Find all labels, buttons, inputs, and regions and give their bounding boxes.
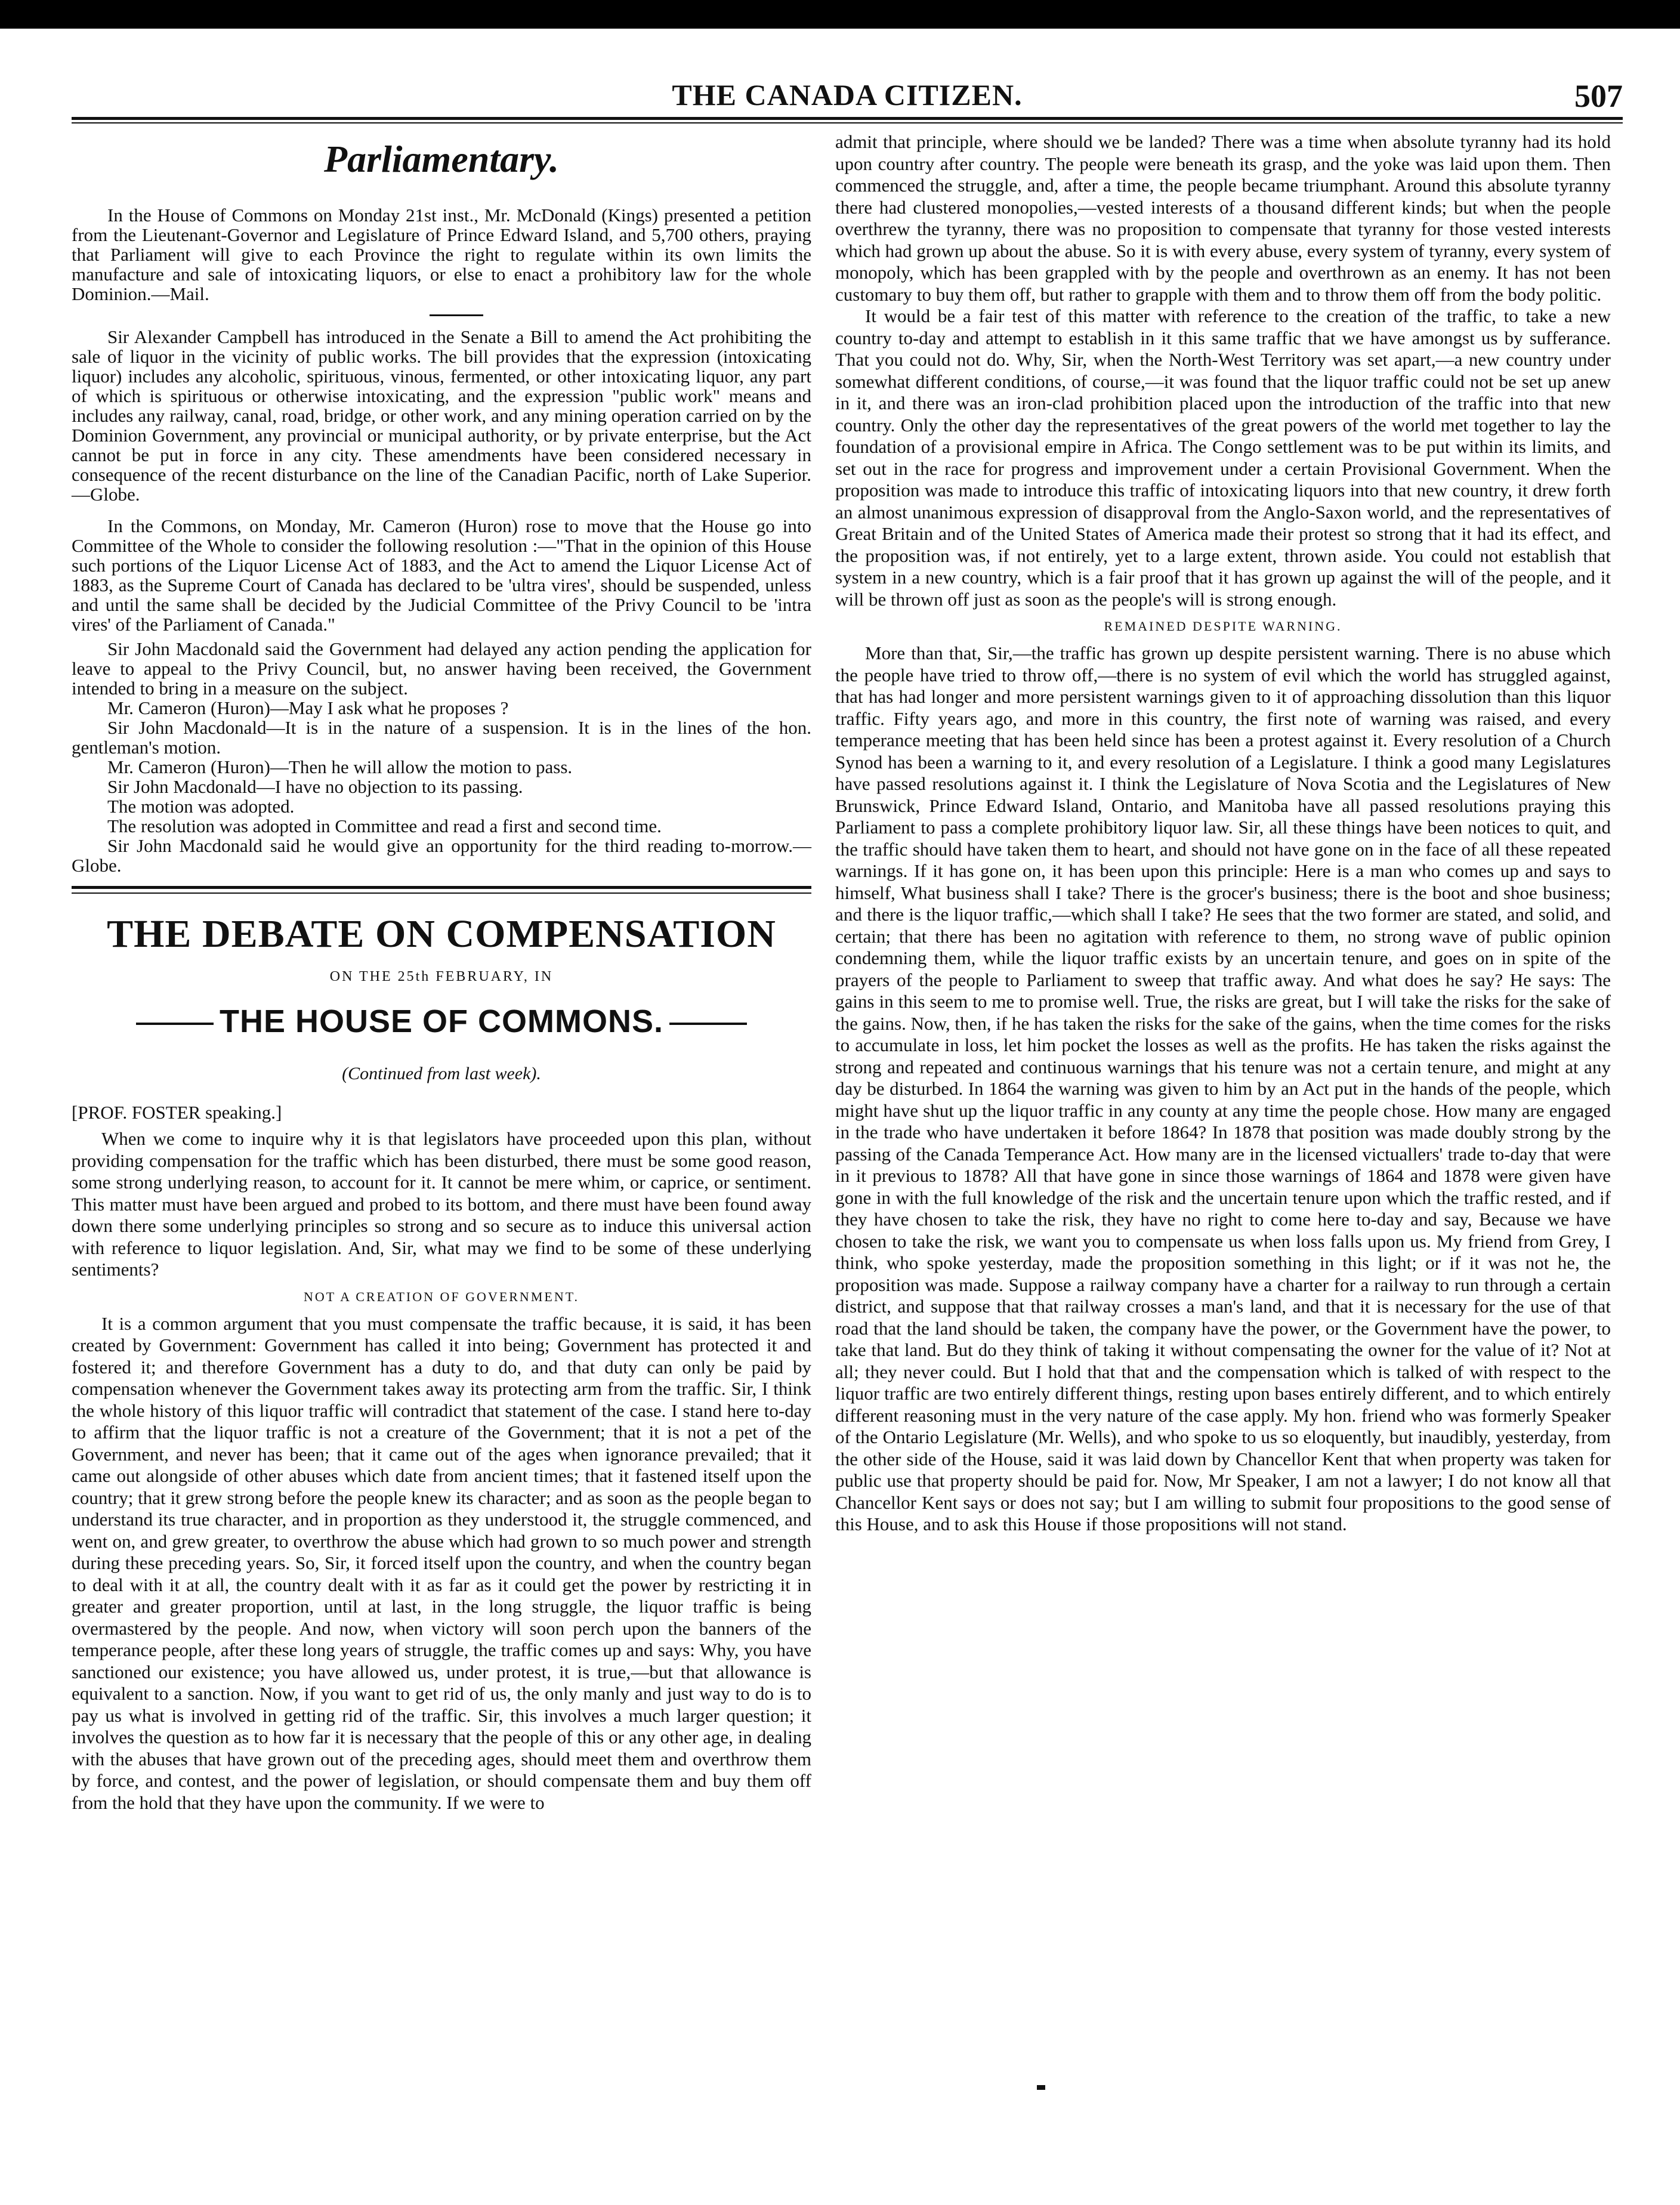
article-paragraph: It would be a fair test of this matter with reference to the creation of the traffic, to take a new country to-day and attempt to establish in it this same traffic that we have amongst us by sufferance. That you could not do. Why, Sir, when the North-West Territory was set apart,—a new country under somewhat different conditions, of course,—it was found that the liquor traffic could not be set up anew in it, and there was an iron-clad prohibition placed upon the introduction of the traffic into that new country. Only the other day the representatives of the great powers of the world met together to lay the foundation of a provisional empire in Africa. The Congo settlement was to be put within its limits, and set out in the race for progress and improvement under a certain Provisional Government. When the proposition was made to introduce this traffic of intoxicating liquors into that new country, it drew forth an almost unanimous expression of disapproval from the Anglo-Saxon world, and the representatives of Great Britain and of the United States of America made their protest so strong that it had its effect, and the proposition was, if not entirely, yet to a large extent, thrown aside. You could not establish that system in a new country, which is a fair proof that it has grown up against the will of the people, and it will be thrown off just as soon as the people's will is strong enough. (835, 305, 1611, 610)
header-rule-top (72, 117, 1623, 120)
news-item-line: Sir John Macdonald said the Government had delayed any action pending the application for leave to appeal to the Privy Council, but, no answer having been received, the Government intended to bring in a measure on the subject. (72, 638, 811, 699)
news-item-line: The resolution was adopted in Committee and read a first and second time. (107, 816, 662, 836)
article-paragraph: It is a common argument that you must compensate the traffic because, it is said, it has been created by Government: Government has called it into being; Government has protected it and fostered it; and therefore Government has a duty to do, and that duty can only be paid by compensation whenever the Government takes away its protecting arm from the traffic. Sir, I think the whole history of this liquor traffic will contradict that statement of the case. I stand here to-day to affirm that the liquor traffic is not a creature of the Government; that it is not a pet of the Government, and never has been; that it came out of the ages when ignorance prevailed; that it came out alongside of other abuses which date from ancient times; that it fastened itself upon the country; that it grew strong before the people knew its character; and as soon as the people began to understand its true character, and in proportion as they understood it, the struggle commenced, and went on, and grew greater, to overthrow the abuse which had grown to so much power and strength during these preceding years. So, Sir, it forced itself upon the country, and when the country began to deal with it at all, the country dealt with it as far as it could get the power by restricting it in greater and greater proportion, until at last, in the long struggle, the liquor traffic is being overmastered by the people. And now, when victory will soon perch upon the banners of the temperance people, after these long years of struggle, the traffic comes up and says: Why, you have sanctioned our existence; you have allowed us, under protest, it is true,—but that allowance is equivalent to a sanction. Now, if you want to get rid of us, the only manly and just way to do is to pay us what is involved in getting rid of the traffic. Sir, this involves a much larger question; it involves the question as to how far it is necessary that the people of this or any other age, in dealing with the abuses that have grown out of the preceding ages, should meet them and overthrow them by force, and contest, and the power of legislation, or should compensate them and buy them off from the hold that they have upon the community. If we were to (72, 1312, 811, 1813)
news-item-senate-bill: Sir Alexander Campbell has introduced in the Senate a Bill to amend the Act prohibiting the sale of liquor in the vicinity of public works. The bill provides that the expression (intoxicating liquor) includes any alcoholic, spirituous, vinous, fermented, or other intoxicating liquor, any part of which is spirituous or otherwise intoxicating, and the expression "public work" means and includes any railway, canal, road, bridge, or other work, and any mining operation carried on by the Dominion Government, any provincial or municipal authority, or by private enterprise, but the Act cannot be put in force in any city. These amendments have been considered necessary in consequence of the recent disturbance on the line of the Canadian Pacific, north of Lake Superior.—Globe. (72, 326, 811, 505)
house-title-text: THE HOUSE OF COMMONS. (219, 1003, 663, 1039)
continued-note: (Continued from last week). (342, 1064, 541, 1083)
news-item-resolution: In the Commons, on Monday, Mr. Cameron (Huron) rose to move that the House go into Committee of the Whole to consider the following resolution :—"That in the opinion of this House such portions of the Liquor License Act of 1883, and the Act to amend the Liquor License Act of 1883, as the Supreme Court of Canada has declared to be 'ultra vires', should be suspended, unless and until the same shall be decided by the Judicial Committee of the Privy Council to be 'intra vires' of the Parliament of Canada." (72, 515, 811, 635)
top-border (0, 0, 1680, 29)
separator (430, 314, 483, 316)
debate-title: THE DEBATE ON COMPENSATION (107, 912, 776, 956)
ornament-dash (669, 1023, 747, 1025)
news-item-line: Sir John Macdonald said he would give an opportunity for the third reading to-morrow.—Globe. (72, 835, 811, 876)
page-number: 507 (1574, 78, 1623, 114)
page-header (72, 78, 1623, 113)
house-title (72, 1003, 811, 1040)
article-subhead: REMAINED DESPITE WARNING. (1104, 619, 1342, 634)
news-item-line: Sir John Macdonald—It is in the nature of a suspension. It is in the lines of the hon. gentleman's motion. (72, 717, 811, 758)
article-paragraph: When we come to inquire why it is that legislators have proceeded upon this plan, without providing compensation for the traffic which has been disturbed, there must be some good reason, some strong underlying reason, to account for it. It cannot be mere whim, or caprice, or sentiment. This matter must have been argued and probed to its bottom, and there must have been found away down there some underlying principles so strong and so secure as to induce this universal action with reference to liquor legislation. And, Sir, what may we find to be some of these underlying sentiments? (72, 1128, 811, 1280)
news-item-line: Sir John Macdonald—I have no objection to its passing. (107, 776, 523, 797)
printer-mark (1037, 2085, 1045, 2090)
article-paragraph: admit that principle, where should we be landed? There was a time when absolute tyranny had its hold upon country after country. The people were beneath its grasp, and the yoke was laid upon them. Then commenced the struggle, and, after a time, the people became triumphant. Around this absolute tyranny there had clustered monopolies,—vested interests of a thousand different kinds; but when the people overthrew the tyranny, there was no proposition to compensate that tyranny for those vested interests which had grown up about the abuse. So it is with every abuse, every system of tyranny, every system of monopoly, which has been grappled with by the people and overthrown as an enemy. It has not been customary to buy them off, but rather to grapple with them and to throw them off from the body politic. (835, 131, 1611, 305)
news-item-line: The motion was adopted. (107, 796, 295, 817)
section-divider (72, 886, 811, 894)
section-title: Parliamentary. (323, 138, 560, 180)
right-column (835, 131, 1611, 1536)
header-rule-bottom (72, 122, 1623, 123)
article-subhead: NOT A CREATION OF GOVERNMENT. (303, 1289, 580, 1304)
news-item-line: Mr. Cameron (Huron)—Then he will allow the motion to pass. (107, 756, 573, 777)
news-item-petition: In the House of Commons on Monday 21st inst., Mr. McDonald (Kings) presented a petition from the Lieutenant-Governor and Legislature of Prince Edward Island, and 5,700 others, praying that Parliament will give to each Province the right to regulate within its own limits the manufacture and sale of intoxicating liquors, or else to enact a prohibitory law for the whole Dominion.—Mail. (72, 205, 811, 304)
speaker-note: [PROF. FOSTER speaking.] (72, 1102, 282, 1123)
debate-date: ON THE 25th FEBRUARY, IN (329, 969, 554, 984)
ornament-dash (136, 1023, 214, 1025)
left-column (72, 131, 811, 1814)
article-paragraph: More than that, Sir,—the traffic has grown up despite persistent warning. There is no abuse which the people have tried to throw off,—there is no system of evil which the world has struggled against, that has had longer and more persistent warnings given to it of approaching dissolution than this liquor traffic. Fifty years ago, and more in this country, the first note of warning was raised, and every temperance meeting that has been held since has been a protest against it. Every resolution of a Church Synod has been a warning to it, and every resolution of a Legislature. I think a good many Legislatures have passed resolutions against it. I think the Legislature of Nova Scotia and the Legislatures of New Brunswick, Prince Edward Island, Ontario, and Manitoba have all passed resolutions praying this Parliament to pass a complete prohibitory liquor law. Sir, all these things have been notices to quit, and the traffic should have taken them to heart, and should not have gone on in the face of all these repeated warnings. If it has gone on, it has been upon this principle: Here is a man who comes up and says to himself, What business shall I take? There is the grocer's business; there is the boot and shoe business; and there is the liquor traffic,—which shall I take? He sees that the two former are stated, and solid, and certain; that there has been no agitation with reference to them, no strong wave of public opinion condemning them, while the liquor traffic exists by an uncertain tenure, and goes on in spite of the prayers of the people to Parliament to sweep that traffic away. And what does he say? He says: The gains in this seem to me to promise well. True, the risks are great, but I will take the risks for the sake of the gains. Now, then, if he has taken the risks for the sake of the gains, when the time comes for the risks to accumulate in loss, let him pocket the losses as well as the profits. He has taken the risks against the strong and repeated and continuous warnings that his tenure was not a certain tenure, and might at any day be disturbed. In 1864 the warning was given to him by an Act put in the hands of the people, which might have shut up the liquor traffic in any county at any time the people chose. How many are engaged in the trade who have undertaken it before 1864? In 1878 that position was made doubly strong by the passing of the Canada Temperance Act. How many are in the licensed victuallers' trade to-day that were in it previous to 1878? All that have gone in since those warnings of 1864 and 1878 were given have gone in with the full knowledge of the risk and the uncertain tenure upon which the traffic rested, and if they have chosen to take the risk, they have no right to come here to-day and say, Because we have chosen to take the risk, we want you to compensate us when loss falls upon us. My friend from Grey, I think, who spoke yesterday, made the proposition something in this light; or if it was not he, the proposition was made. Suppose a railway company have a charter for a railway to run through a certain district, and suppose that that railway crosses a man's land, and that it is necessary for the use of that road that the land should be taken, the company have the power, or the Government have the power, to take that land. But do they think of taking it without compensating the owner for the value of it? Not at all; they never could. But I hold that that and the compensation which is talked of with respect to the liquor traffic are two entirely different things, resting upon bases entirely different, and to which entirely different reasoning must in the very nature of the case apply. My hon. friend who was formerly Speaker of the Ontario Legislature (Mr. Wells), and who spoke to us so eloquently, but inaudibly, yesterday, from the other side of the House, said it was laid down by Chancellor Kent that when property was taken for public use that property should be paid for. Now, Mr Speaker, I am not a lawyer; I do not know all that Chancellor Kent says or does not say; but I am willing to submit four propositions to the good sense of this House, and to ask this House if those propositions will not stand. (835, 643, 1611, 1534)
news-item-line: Mr. Cameron (Huron)—May I ask what he proposes ? (107, 697, 509, 718)
newspaper-title: THE CANADA CITIZEN. (672, 78, 1023, 112)
